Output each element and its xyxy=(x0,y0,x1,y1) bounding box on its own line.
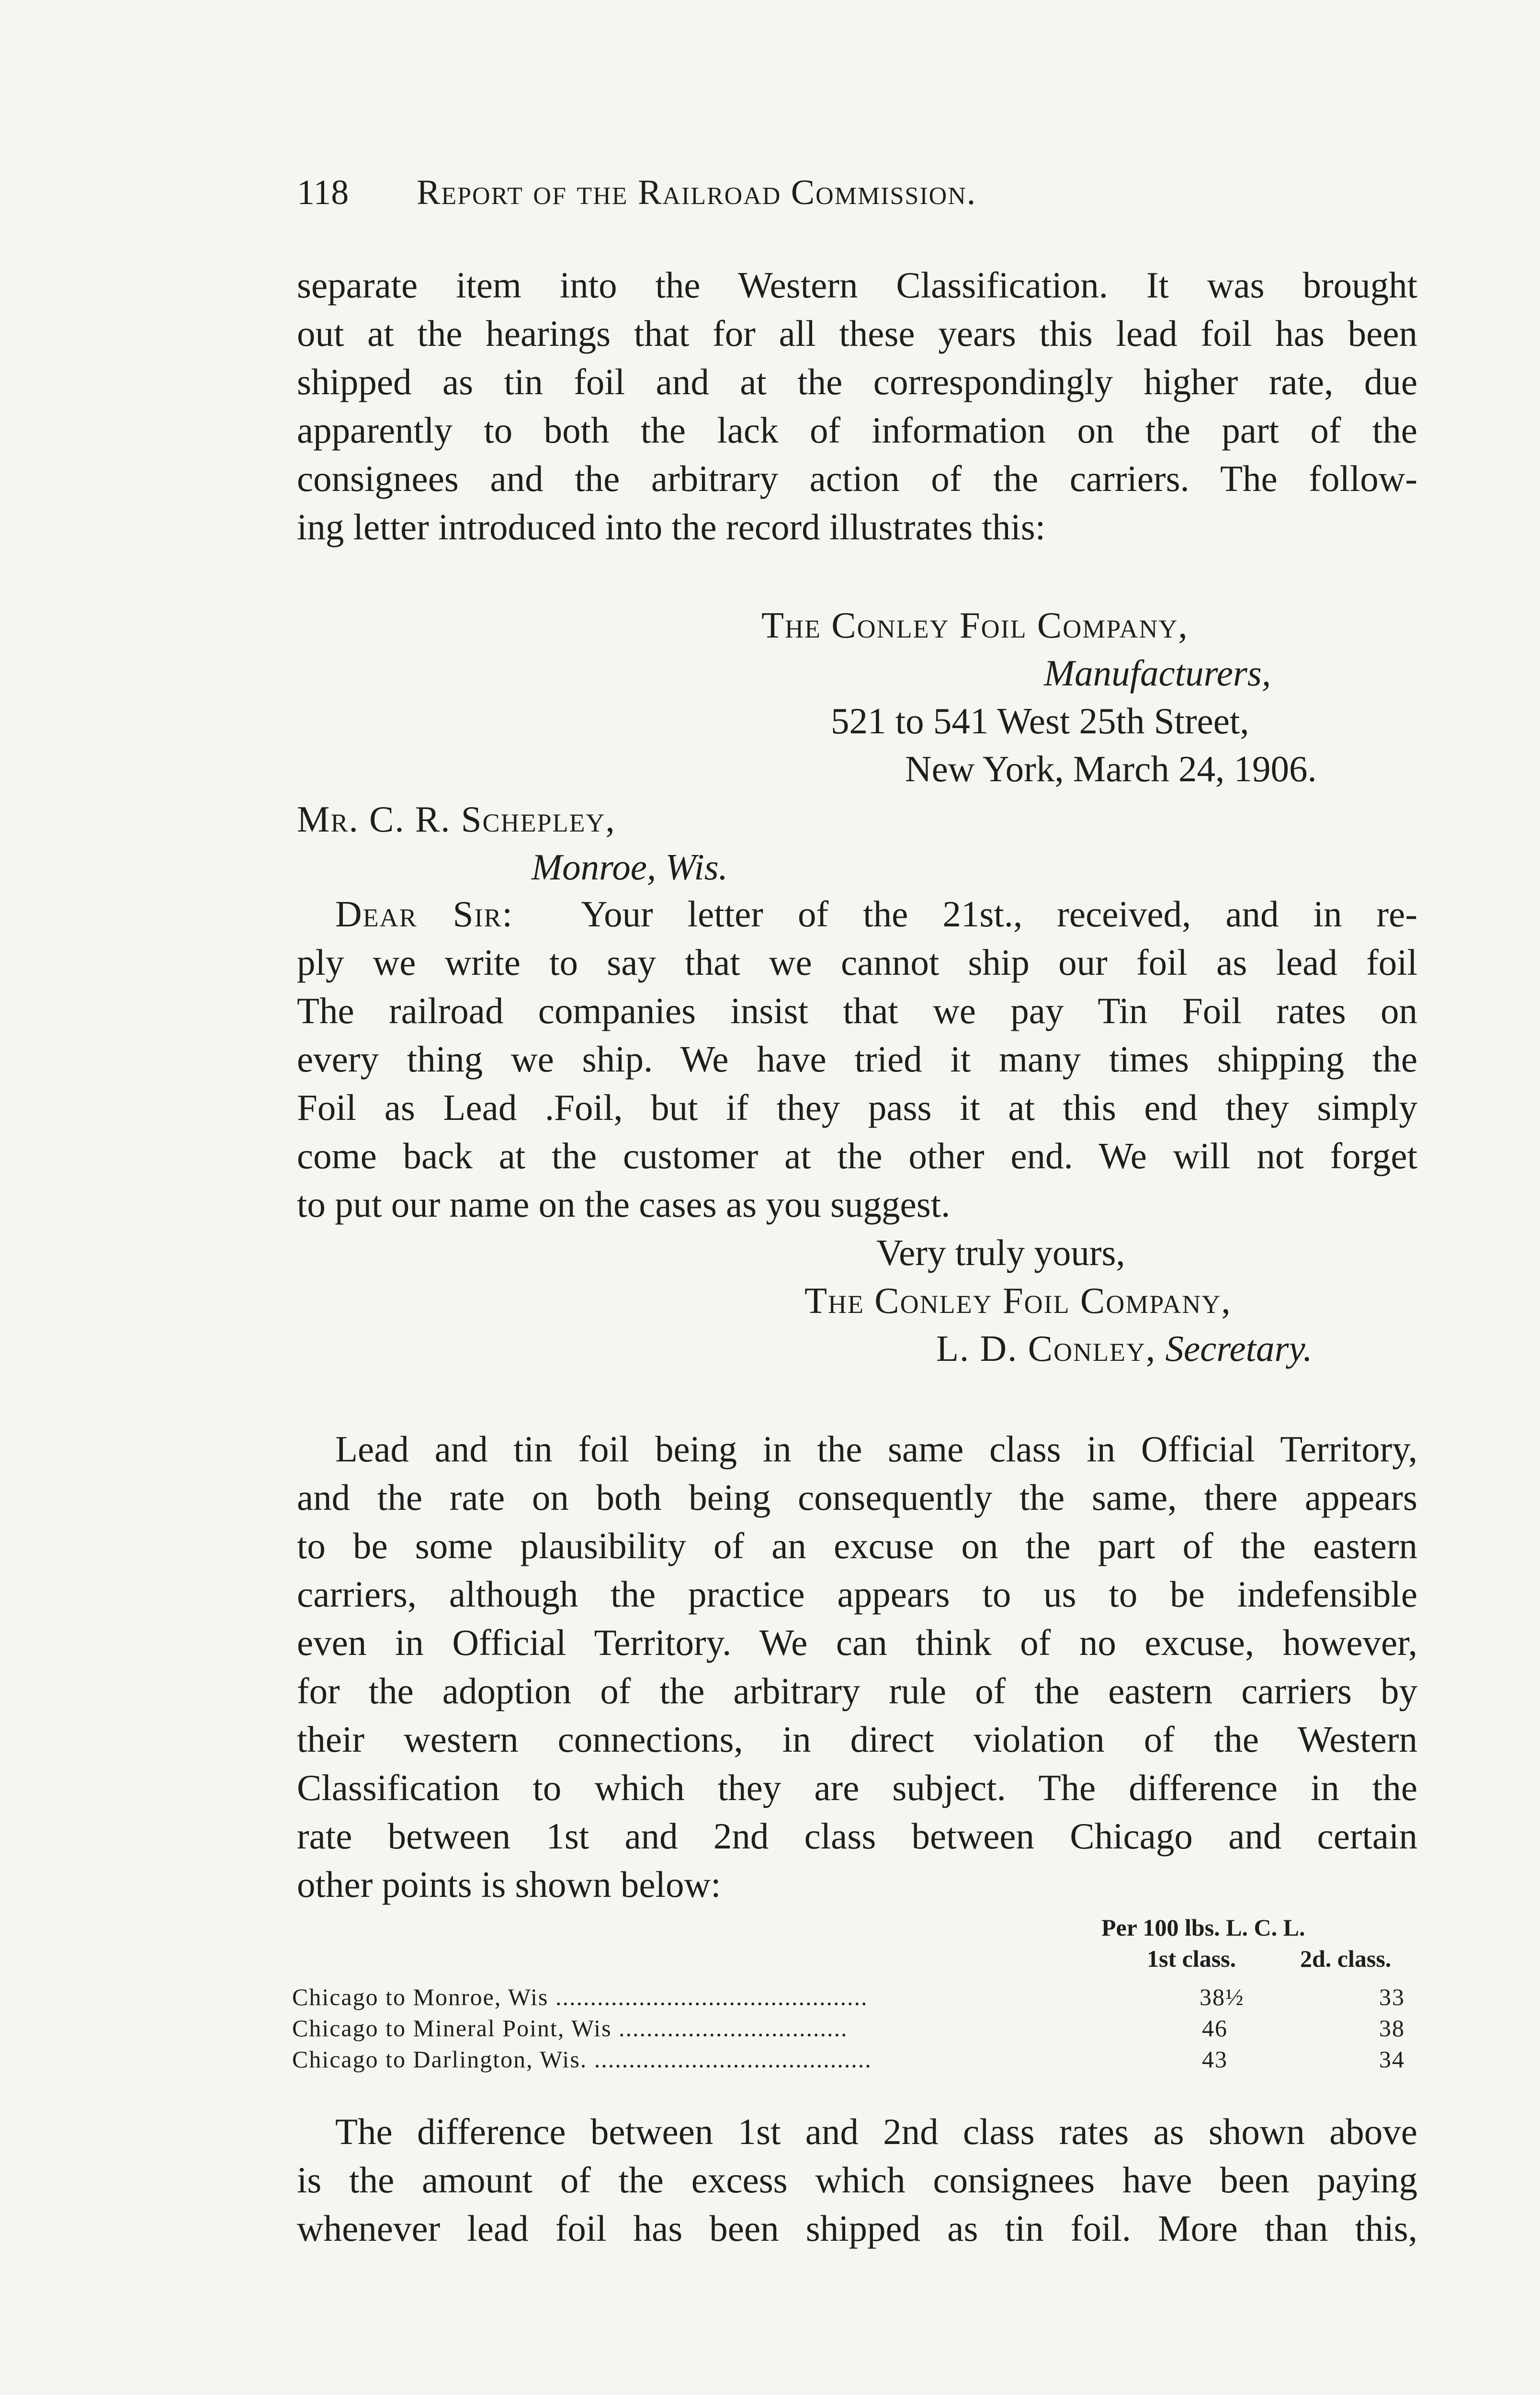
text-line: other points is shown below: xyxy=(297,1864,721,1905)
table-row xyxy=(292,2014,1422,2047)
letter-address: 521 to 541 West 25th Street, xyxy=(831,700,1249,741)
text-line: come back at the customer at the other end. We will not forget xyxy=(297,1135,1417,1176)
page-number: 118 xyxy=(297,173,349,212)
letter-addressee: Mr. C. R. Schepley, xyxy=(297,798,616,840)
letter-body xyxy=(297,890,1417,1229)
text-line: The railroad companies insist that we pay Tin Foil rates on xyxy=(297,990,1417,1031)
text-line: ing letter introduced into the record illustrates this: xyxy=(297,506,1046,547)
text-line: for the adoption of the arbitrary rule of the eastern carriers by xyxy=(297,1670,1417,1711)
letter-salutation: Dear Sir: xyxy=(335,893,513,935)
text-line: Foil as Lead .Foil, but if they pass it at this end they simply xyxy=(297,1087,1417,1128)
first-class-rate: 46 xyxy=(1202,2015,1228,2041)
table-row xyxy=(292,1983,1422,2016)
text-line: even in Official Territory. We can think of no excuse, however, xyxy=(297,1622,1417,1663)
text-line: Dear Sir: Your letter of the 21st., received, and in re- xyxy=(335,893,1417,935)
signatory-name: L. D. Conley, xyxy=(936,1328,1156,1369)
text-line: every thing we ship. We have tried it many times shipping the xyxy=(297,1038,1417,1080)
route-name: Chicago to Monroe, Wis ............................................. xyxy=(292,1984,868,2010)
page-header xyxy=(297,172,976,213)
text-line: their western connections, in direct violation of the Western xyxy=(297,1719,1417,1760)
letter-place-date: New York, March 24, 1906. xyxy=(905,748,1317,789)
first-class-rate: 38½ xyxy=(1200,1984,1245,2010)
letter-addressee-place: Monroe, Wis. xyxy=(532,846,728,888)
paragraph-intro xyxy=(297,261,1417,551)
letter-company-role: Manufacturers, xyxy=(1044,652,1271,694)
table-row xyxy=(292,2045,1422,2078)
second-class-rate: 38 xyxy=(1379,2015,1405,2041)
text-line: apparently to both the lack of information on the part of the xyxy=(297,410,1417,451)
text-line: to be some plausibility of an excuse on the part of the eastern xyxy=(297,1525,1417,1566)
text-line: to put our name on the cases as you suggest. xyxy=(297,1184,951,1225)
second-class-rate: 33 xyxy=(1379,1984,1405,2010)
text-line: separate item into the Western Classification. It was brought xyxy=(297,264,1417,306)
text-line: out at the hearings that for all these years this lead foil has been xyxy=(297,313,1417,354)
text-line: Classification to which they are subject. The difference in the xyxy=(297,1767,1417,1808)
text-line: rate between 1st and 2nd class between Chicago and certain xyxy=(297,1815,1417,1857)
table-header-second-class: 2d. class. xyxy=(1300,1945,1392,1972)
table-header-units: Per 100 lbs. L. C. L. xyxy=(1101,1914,1305,1941)
letter-signature xyxy=(936,1324,1313,1372)
text-line: The difference between 1st and 2nd class rates as shown above xyxy=(335,2111,1417,2152)
route-name: Chicago to Darlington, Wis. ........................................ xyxy=(292,2046,872,2073)
letter-signature-company: The Conley Foil Company, xyxy=(804,1280,1232,1321)
route-name: Chicago to Mineral Point, Wis ................................. xyxy=(292,2015,848,2041)
letter-closing: Very truly yours, xyxy=(876,1232,1125,1273)
text-line: and the rate on both being consequently the same, there appears xyxy=(297,1477,1417,1518)
first-class-rate: 43 xyxy=(1202,2046,1228,2073)
text-line: is the amount of the excess which consignees have been paying xyxy=(297,2159,1417,2201)
text-line: ply we write to say that we cannot ship our foil as lead foil xyxy=(297,942,1417,983)
table-header-first-class: 1st class. xyxy=(1147,1945,1236,1972)
signatory-title: Secretary. xyxy=(1165,1328,1313,1369)
text-line: consignees and the arbitrary action of the carriers. The follow- xyxy=(297,458,1417,499)
text-line: whenever lead foil has been shipped as tin foil. More than this, xyxy=(297,2208,1417,2249)
letter-company-heading: The Conley Foil Company, xyxy=(761,604,1189,646)
running-title: Report of the Railroad Commission. xyxy=(417,173,977,212)
paragraph-conclusion xyxy=(297,2108,1417,2253)
text-line: shipped as tin foil and at the correspondingly higher rate, due xyxy=(297,361,1417,402)
text-line: Lead and tin foil being in the same class in Official Territory, xyxy=(335,1428,1417,1470)
paragraph-analysis xyxy=(297,1425,1417,1909)
second-class-rate: 34 xyxy=(1379,2046,1405,2073)
text-line: carriers, although the practice appears to us to be indefensible xyxy=(297,1574,1417,1615)
